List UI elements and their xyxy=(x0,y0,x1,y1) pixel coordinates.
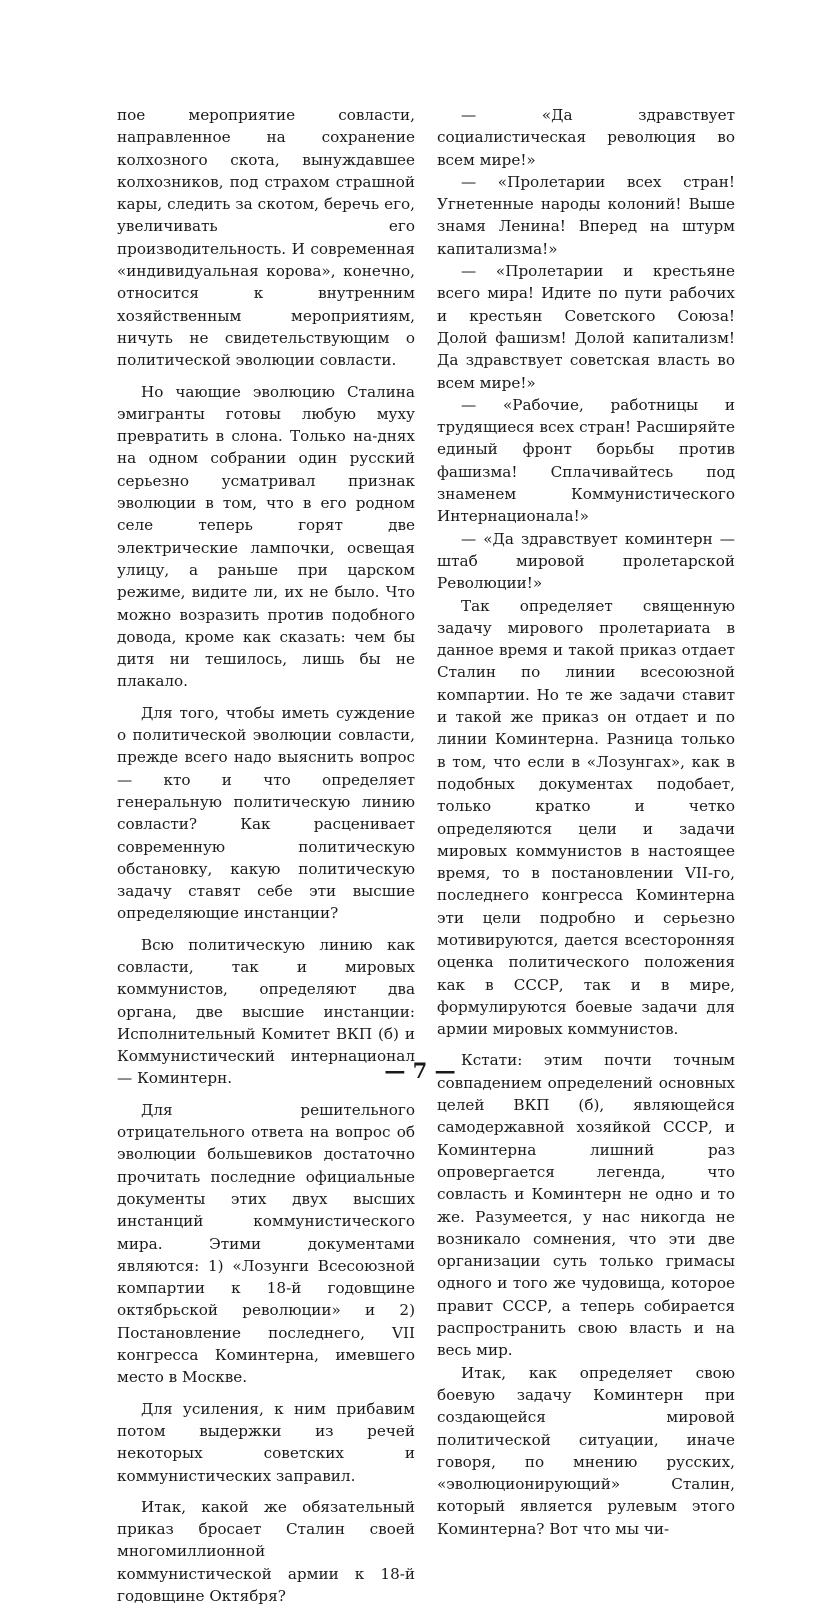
slogan: — «Да здравствует коминтерн — штаб мировой пролетарской Революции!» xyxy=(437,529,735,593)
paragraph: пое мероприятие совласти, направленное на сохранение колхозного скота, вынуждавшее колхозников, под страхом страшной кары, следить за скотом, беречь его, увеличивать его производительность. И современная «индивидуальная корова», конечно, относится к внутренним хозяйственным мероприятиям, ничуть не свидетельствующим о политической эволюции совласти. xyxy=(117,106,415,370)
left-column xyxy=(117,104,415,1607)
paragraph: Для усиления, к ним прибавим потом выдержки из речей некоторых советских и коммунистических заправил. xyxy=(117,1399,415,1485)
paragraph: Итак, как определяет свою боевую задачу Коминтерн при создающейся мировой политической ситуации, иначе говоря, по мнению русских, «эволюционирующий» Сталин, который является рулевым этого Коминтерна? Вот что мы чи- xyxy=(437,1363,735,1538)
right-column xyxy=(437,104,735,1540)
paragraph: Так определяет священную задачу мирового пролетариата в данное время и такой приказ отдает Сталин по линии всесоюзной компартии. Но те же задачи ставит и такой же приказ он отдает и по линии Коминтерна. Разница только в том, что если в «Лозунгах», как в подобных документах подобает, только кратко и четко определяются цели и задачи мировых коммунистов в настоящее время, то в постановлении VII-го, последнего конгресса Коминтерна эти цели подробно и серьезно мотивируются, дается всесторонняя оценка политического положения как в СССР, так и в мире, формулируются боевые задачи для армии мировых коммунистов. xyxy=(437,596,735,1039)
slogan: — «Рабочие, работницы и трудящиеся всех стран! Расширяйте единый фронт борьбы против фашизма! Сплачивайтесь под знаменем Коммунистического Интернационала!» xyxy=(437,395,735,526)
slogan: — «Пролетарии и крестьяне всего мира! Идите по пути рабочих и крестьян Советского Союза! Долой фашизм! Долой капитализм! Да здравствует советская власть во всем мире!» xyxy=(437,262,735,392)
slogan: — «Пролетарии всех стран! Угнетенные народы колоний! Выше знамя Ленина! Вперед на штурм капитализма!» xyxy=(437,172,735,258)
paragraph: Для того, чтобы иметь суждение о политической эволюции совласти, прежде всего надо выяснить вопрос — кто и что определяет генеральную политическую линию совласти? Как расценивает современную политическую обстановку, какую политическую задачу ставят себе эти высшие определяющие инстанции? xyxy=(117,703,415,923)
page-number: — 7 — xyxy=(384,1058,456,1083)
paragraph: Всю политическую линию как совласти, так и мировых коммунистов, определяют два органа, две высшие инстанции: Исполнительный Комитет ВКП (б) и Коммунистический интернационал — Коминтерн. xyxy=(117,935,415,1088)
slogan: — «Да здравствует социалистическая революция во всем мире!» xyxy=(437,106,735,169)
paragraph: Кстати: этим почти точным совпадением определений основных целей ВКП (б), являющейся самодержавной хозяйкой СССР, и Коминтерна лишний раз опровергается легенда, что совласть и Коминтерн не одно и то же. Разумеется, у нас никогда не возникало сомнения, что эти две организации суть только гримасы одного и того же чудовища, которое правит СССР, а теперь собирается распространить свою власть и на весь мир. xyxy=(437,1051,735,1360)
paragraph: Итак, какой же обязательный приказ бросает Сталин своей многомиллионной коммунистической армии к 18-й годовщине Октября? xyxy=(117,1497,415,1605)
paragraph: Для решительного отрицательного ответа на вопрос об эволюции большевиков достаточно прочитать последние официальные документы этих двух высших инстанций коммунистического мира. Этими документами являются: 1) «Лозунги Всесоюзной компартии к 18-й годовщине октябрьской революции» и 2) Постановление последнего, VII конгресса Коминтерна, имевшего место в Москве. xyxy=(117,1100,415,1387)
paragraph: Но чающие эволюцию Сталина эмигранты готовы любую муху превратить в слона. Только на-днях на одном собрании один русский серьезно усматривал признак эволюции в том, что в его родном селе теперь горят две электрические лампочки, освещая улицу, а раньше при царском режиме, видите ли, их не было. Что можно возразить против подобного довода, кроме как сказать: чем бы дитя ни тешилось, лишь бы не плакало. xyxy=(117,382,415,691)
